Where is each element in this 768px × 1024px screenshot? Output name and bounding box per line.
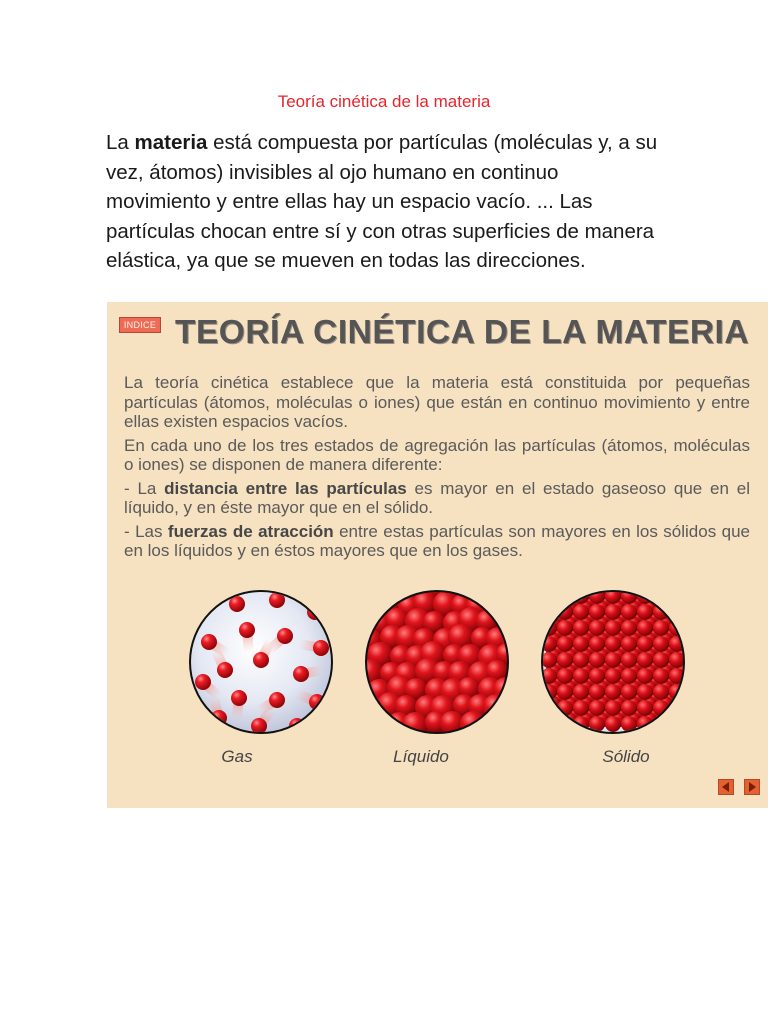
solid-particle (549, 596, 565, 612)
motion-trail (313, 599, 333, 616)
solid-particle (673, 600, 685, 616)
liquid-label: Líquido (393, 747, 449, 766)
solid-sphere-illustration (541, 590, 685, 734)
solid-particle (605, 620, 621, 636)
solid-particle (621, 604, 637, 620)
document-title: Teoría cinética de la materia (277, 92, 491, 111)
solid-particle (637, 652, 653, 668)
panel-paragraph-3 (124, 479, 750, 518)
solid-particle (657, 590, 673, 600)
gas-particle (293, 666, 309, 682)
solid-particle (545, 590, 561, 600)
solid-particle (541, 716, 557, 732)
p3-rest: es mayor en el estado gaseoso que en el líquido, y en éste mayor que en el sólido. (124, 478, 750, 517)
solid-particle (573, 620, 589, 636)
solid-particle (589, 604, 605, 620)
gas-particle (239, 622, 255, 638)
solid-particle (545, 712, 561, 728)
solid-particle (637, 636, 653, 652)
liquid-particle (365, 590, 372, 597)
panel-paragraph-2: En cada uno de los tres estados de agregación las partículas (átomos, moléculas o iones) se disponen de manera diferente: (124, 435, 750, 474)
p4-rest: entre estas partículas son mayores en los sólidos que en los líquidos y en éstos mayores que en los gases. (124, 521, 750, 560)
gas-particle (201, 634, 217, 650)
solid-particle (557, 652, 573, 668)
p3-prefix: - La (124, 478, 165, 498)
intro-paragraph (106, 128, 666, 276)
liquid-sphere-illustration (365, 590, 509, 734)
solid-particle (573, 668, 589, 684)
solid-particle (653, 620, 669, 636)
solid-particle (653, 668, 669, 684)
solid-particle (557, 636, 573, 652)
gas-particle (307, 604, 323, 620)
solid-particle (621, 668, 637, 684)
gas-particle (313, 640, 329, 656)
liquid-particle (493, 710, 509, 734)
solid-particle (621, 636, 637, 652)
solid-particle (605, 716, 621, 732)
motion-trail (297, 721, 319, 731)
solid-particle (541, 604, 557, 620)
solid-particle (653, 652, 669, 668)
solid-particle (637, 684, 653, 700)
solid-particle (605, 636, 621, 652)
panel-paragraph-1: La teoría cinética establece que la materia está constituida por pequeñas partículas (átomos, moléculas o iones) que están en continuo movimiento y entre ellas existen espacios vacíos. (124, 373, 750, 431)
solid-particle (669, 716, 685, 732)
solid-particle (573, 716, 589, 732)
liquid-particle (365, 592, 384, 616)
panel-paragraph-4 (124, 522, 750, 561)
solid-particle (589, 652, 605, 668)
solid-particle (637, 700, 653, 716)
solid-particle (573, 604, 589, 620)
gas-particle (277, 628, 293, 644)
solid-particle (589, 668, 605, 684)
solid-particle (653, 636, 669, 652)
solid-particle (565, 590, 581, 596)
solid-particle (605, 700, 621, 716)
solid-particle (589, 700, 605, 716)
solid-particle (637, 604, 653, 620)
gas-particle (195, 674, 211, 690)
triangle-left-icon[interactable] (718, 779, 734, 795)
liquid-particle (496, 590, 509, 599)
solid-particle (573, 700, 589, 716)
panel-title: TEORÍA CINÉTICA DE LA MATERIA (175, 314, 750, 351)
liquid-particle (486, 590, 509, 616)
solid-particle (637, 668, 653, 684)
liquid-particle (476, 590, 500, 601)
indice-button[interactable]: INDICE (119, 317, 161, 333)
intro-text-start: La (106, 131, 135, 154)
solid-particle (621, 620, 637, 636)
solid-particle (637, 620, 653, 636)
solid-particle (589, 620, 605, 636)
solid-particle (677, 596, 685, 612)
solid-particle (637, 716, 653, 732)
liquid-particle (506, 697, 509, 719)
solid-particle (549, 590, 565, 596)
kinetic-theory-panel (107, 302, 768, 808)
solid-particle (653, 684, 669, 700)
solid-particle (661, 596, 677, 612)
solid-particle (621, 700, 637, 716)
solid-particle (621, 652, 637, 668)
solid-particle (621, 684, 637, 700)
panel-body (124, 373, 750, 561)
solid-particle (557, 590, 573, 604)
liquid-particle (365, 709, 375, 734)
p4-bold: fuerzas de atracción (167, 521, 334, 541)
solid-particle (673, 590, 685, 600)
solid-particle (561, 590, 577, 600)
solid-particle (677, 708, 685, 724)
solid-particle (545, 600, 561, 616)
liquid-particle (370, 590, 394, 599)
solid-particle (645, 590, 661, 596)
gas-particle (191, 602, 207, 618)
gas-sphere-illustration (189, 590, 333, 734)
solid-particle (661, 590, 677, 596)
solid-particle (669, 590, 685, 604)
triangle-right-icon[interactable] (744, 779, 760, 795)
solid-particle (653, 604, 669, 620)
solid-particle (589, 684, 605, 700)
gas-label: Gas (221, 747, 253, 766)
solid-particle (677, 590, 685, 596)
solid-label: Sólido (602, 747, 650, 766)
solid-particle (677, 692, 685, 708)
solid-particle (573, 684, 589, 700)
gas-particle (269, 692, 285, 708)
solid-particle (605, 604, 621, 620)
intro-bold-term: materia (134, 131, 208, 154)
solid-particle (557, 620, 573, 636)
solid-particle (573, 636, 589, 652)
p3-bold: distancia entre las partículas (164, 478, 407, 498)
solid-particle (573, 652, 589, 668)
solid-particle (589, 636, 605, 652)
solid-particle (673, 712, 685, 728)
solid-particle (605, 652, 621, 668)
solid-particle (541, 590, 557, 604)
gas-particle (217, 662, 233, 678)
solid-particle (653, 590, 669, 604)
liquid-particle (483, 694, 509, 720)
motion-trail (189, 605, 199, 615)
liquid-particle (504, 593, 509, 615)
solid-particle (677, 612, 685, 628)
solid-particle (557, 668, 573, 684)
solid-particle (605, 684, 621, 700)
intro-text-rest: está compuesta por partículas (moléculas y, a su vez, átomos) invisibles al ojo humano en continuo movimiento y entre ellas hay un espacio vacío. ... Las partículas chocan entre sí y con otras superficies de manera elástica, ya que se mueven en todas las direcciones. (106, 131, 658, 272)
solid-particle (669, 604, 685, 620)
solid-particle (557, 604, 573, 620)
gas-particle (253, 652, 269, 668)
p4-prefix: - Las (124, 521, 168, 541)
solid-particle (605, 668, 621, 684)
solid-particle (557, 684, 573, 700)
gas-particle (231, 690, 247, 706)
